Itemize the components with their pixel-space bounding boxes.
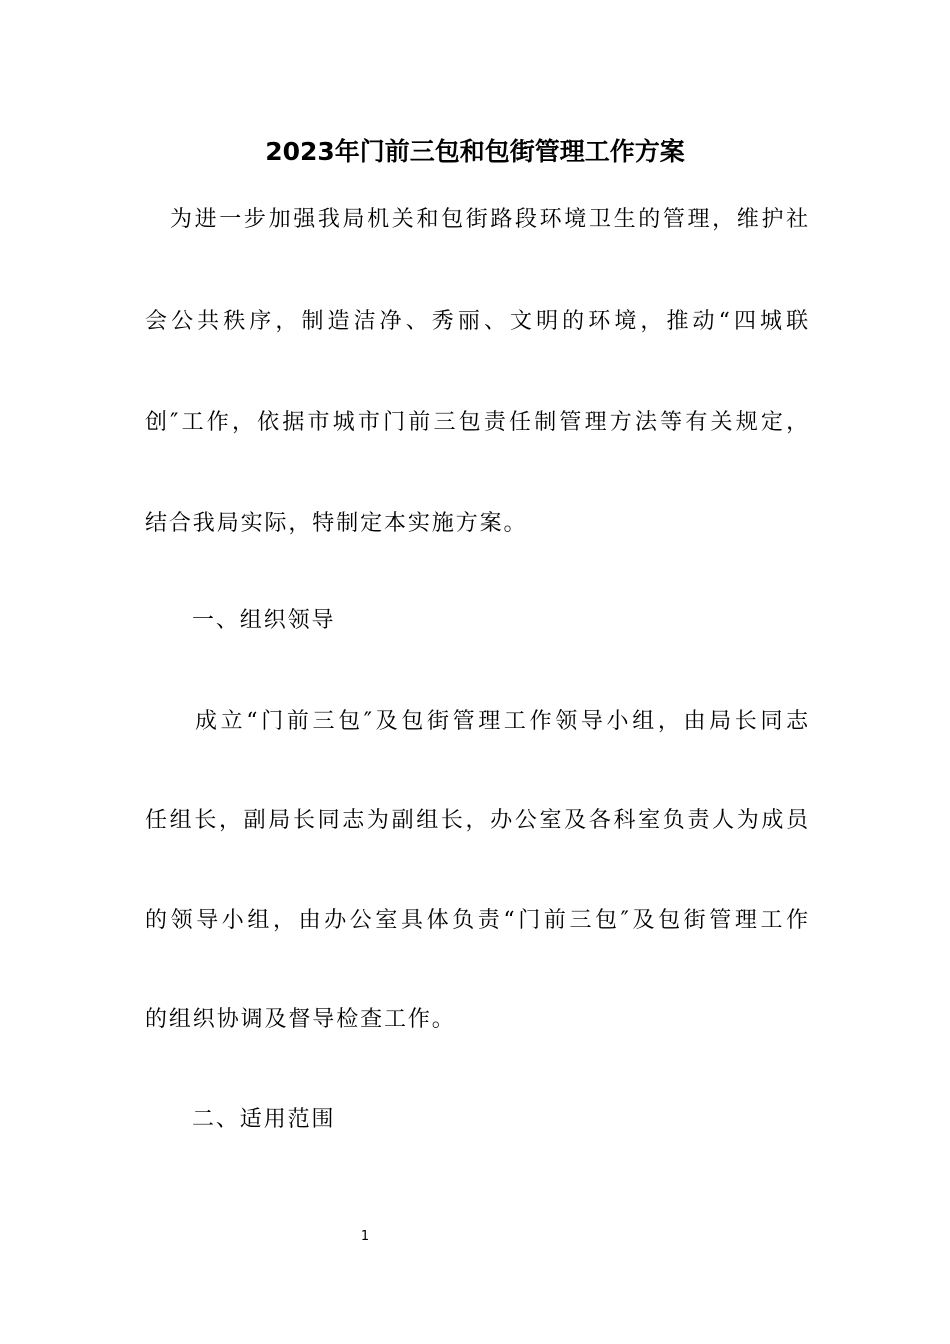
section-heading: 一、组织领导 xyxy=(192,608,336,633)
paragraph-line: 结合我局实际，特制定本实施方案。 xyxy=(145,511,528,536)
section-heading: 二、适用范围 xyxy=(192,1107,336,1132)
document-title: 2023年门前三包和包街管理工作方案 xyxy=(265,137,685,166)
paragraph-line: 任组长，副局长同志为副组长，办公室及各科室负责人为成员 xyxy=(145,808,810,833)
page-number: 1 xyxy=(360,1229,370,1244)
paragraph-line: 为进一步加强我局机关和包街路段环境卫生的管理，维护社 xyxy=(170,207,810,232)
paragraph-line: 创″工作，依据市城市门前三包责任制管理方法等有关规定， xyxy=(145,410,810,435)
paragraph-line: 的领导小组，由办公室具体负责“门前三包″及包街管理工作 xyxy=(145,908,810,933)
paragraph-line: 会公共秩序，制造洁净、秀丽、文明的环境，推动“四城联 xyxy=(145,309,810,334)
paragraph-line: 成立“门前三包″及包街管理工作领导小组，由局长同志 xyxy=(195,709,810,734)
paragraph-line: 的组织协调及督导检查工作。 xyxy=(145,1007,456,1032)
